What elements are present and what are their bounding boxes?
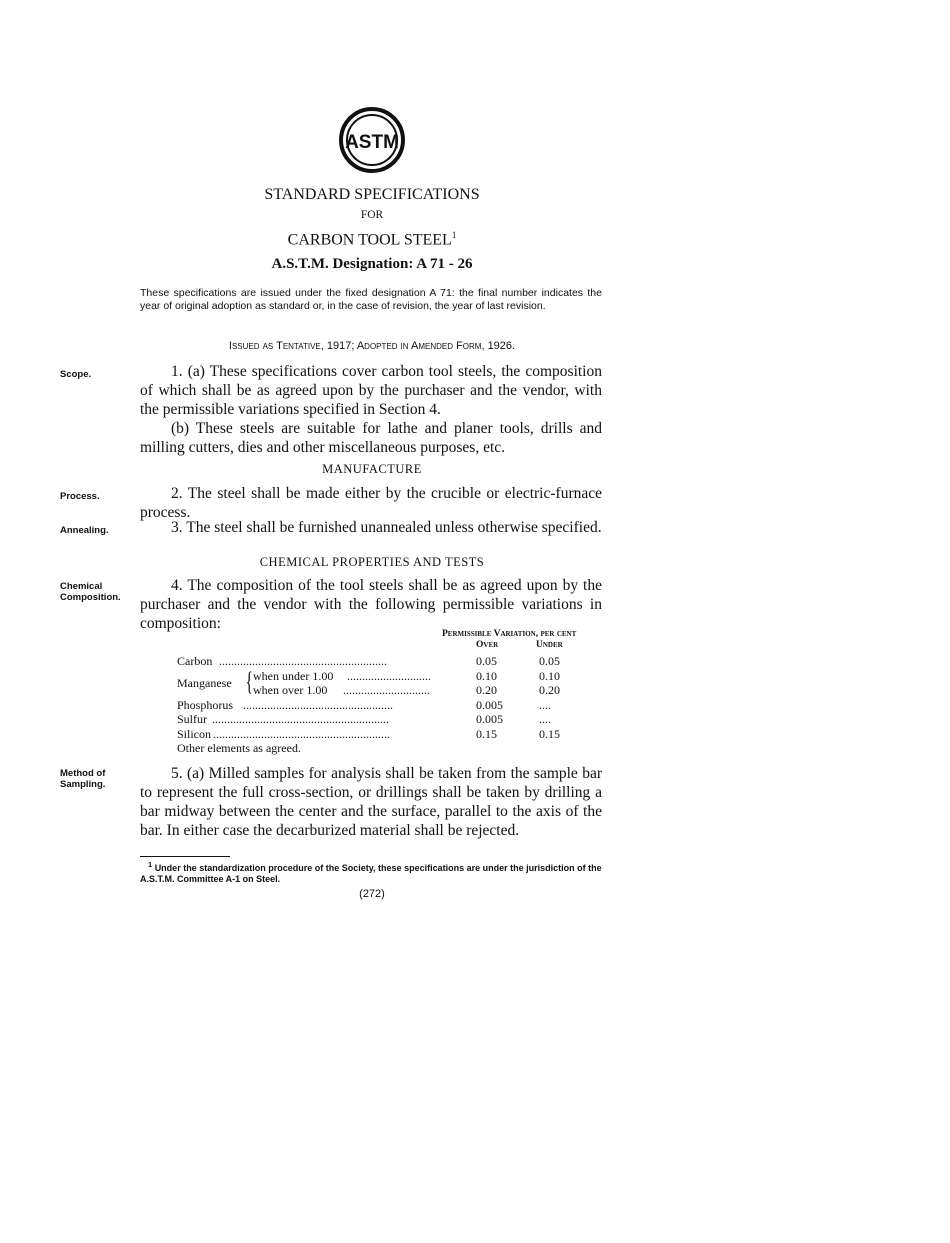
composition-table — [177, 654, 597, 756]
col-under: Under — [536, 640, 563, 650]
section-1a: 1. (a) These specifications cover carbon tool steels, the composition of which shall be as agreed upon by the purchaser and the vendor, with the permissible variations specified in Section 4. — [140, 363, 602, 418]
table-header: Permissible Variation, per cent — [442, 629, 577, 639]
table-row: Sulfur ........................................................... 0.005 .... — [177, 712, 551, 726]
footnote-rule — [140, 856, 230, 857]
table-footer: Other elements as agreed. — [177, 741, 301, 755]
margin-label-scope: Scope. — [60, 369, 92, 380]
table-row: Silicon ........................................................... 0.15 0.15 — [177, 726, 560, 741]
table-row: Manganese { when under 1.00 ............................ 0.10 0.10 when over 1.00 ............................. 0.20 0.20 — [177, 666, 560, 697]
margin-label-chemical: Chemical Composition. — [60, 581, 121, 603]
section-4: 4. The composition of the tool steels shall be as agreed upon by the purchaser and the vendor with the following permissible variations in composition: — [140, 577, 602, 632]
heading-chemical: CHEMICAL PROPERTIES AND TESTS — [259, 555, 485, 569]
margin-label-process: Process. — [60, 491, 100, 502]
section-3: 3. The steel shall be furnished unannealed unless otherwise specified. — [171, 519, 602, 536]
page-number: (272) — [359, 888, 385, 900]
astm-logo — [338, 106, 406, 174]
margin-label-method: Method of Sampling. — [60, 768, 106, 790]
section-5a: 5. (a) Milled samples for analysis shall be taken from the sample bar to represent the full cross-section, or drillings shall be taken by drilling a bar midway between the center and the surface, parallel to the axis of the bar. In either case the decarburized material shall be rejected. — [140, 765, 602, 839]
heading-manufacture: MANUFACTURE — [322, 462, 422, 476]
designation-note: These specifications are issued under the fixed designation A 71: the final number indicates the year of original adoption as standard or, in the case of revision, the year of last revision. — [140, 287, 602, 312]
issued-line: Issued as Tentative, 1917; Adopted in Amended Form, 1926. — [228, 340, 516, 352]
designation: A.S.T.M. Designation: A 71 - 26 — [271, 256, 473, 272]
table-row: Phosphorus .................................................. 0.005 .... — [177, 697, 551, 712]
section-1b: (b) These steels are suitable for lathe and planer tools, drills and milling cutters, dies and other miscellaneous purposes, etc. — [140, 420, 602, 456]
footnote: $^1$ Under the standardization procedure of the Society, these specifications are under the jurisdiction of the A.S.T.M. Committee A-1 on Steel. — [140, 860, 602, 884]
table-row: Carbon ........................................................ 0.05 0.05 — [177, 654, 560, 668]
title-line3: CARBON TOOL STEEL$^1$ — [287, 230, 457, 249]
title-line1: STANDARD SPECIFICATIONS — [264, 186, 480, 203]
title-line2: FOR — [360, 209, 384, 221]
svg-text:ASTM: ASTM — [345, 132, 399, 153]
col-over: Over — [476, 640, 499, 650]
margin-label-annealing: Annealing. — [60, 525, 109, 536]
section-2: 2. The steel shall be made either by the crucible or electric-furnace process. — [140, 485, 602, 521]
